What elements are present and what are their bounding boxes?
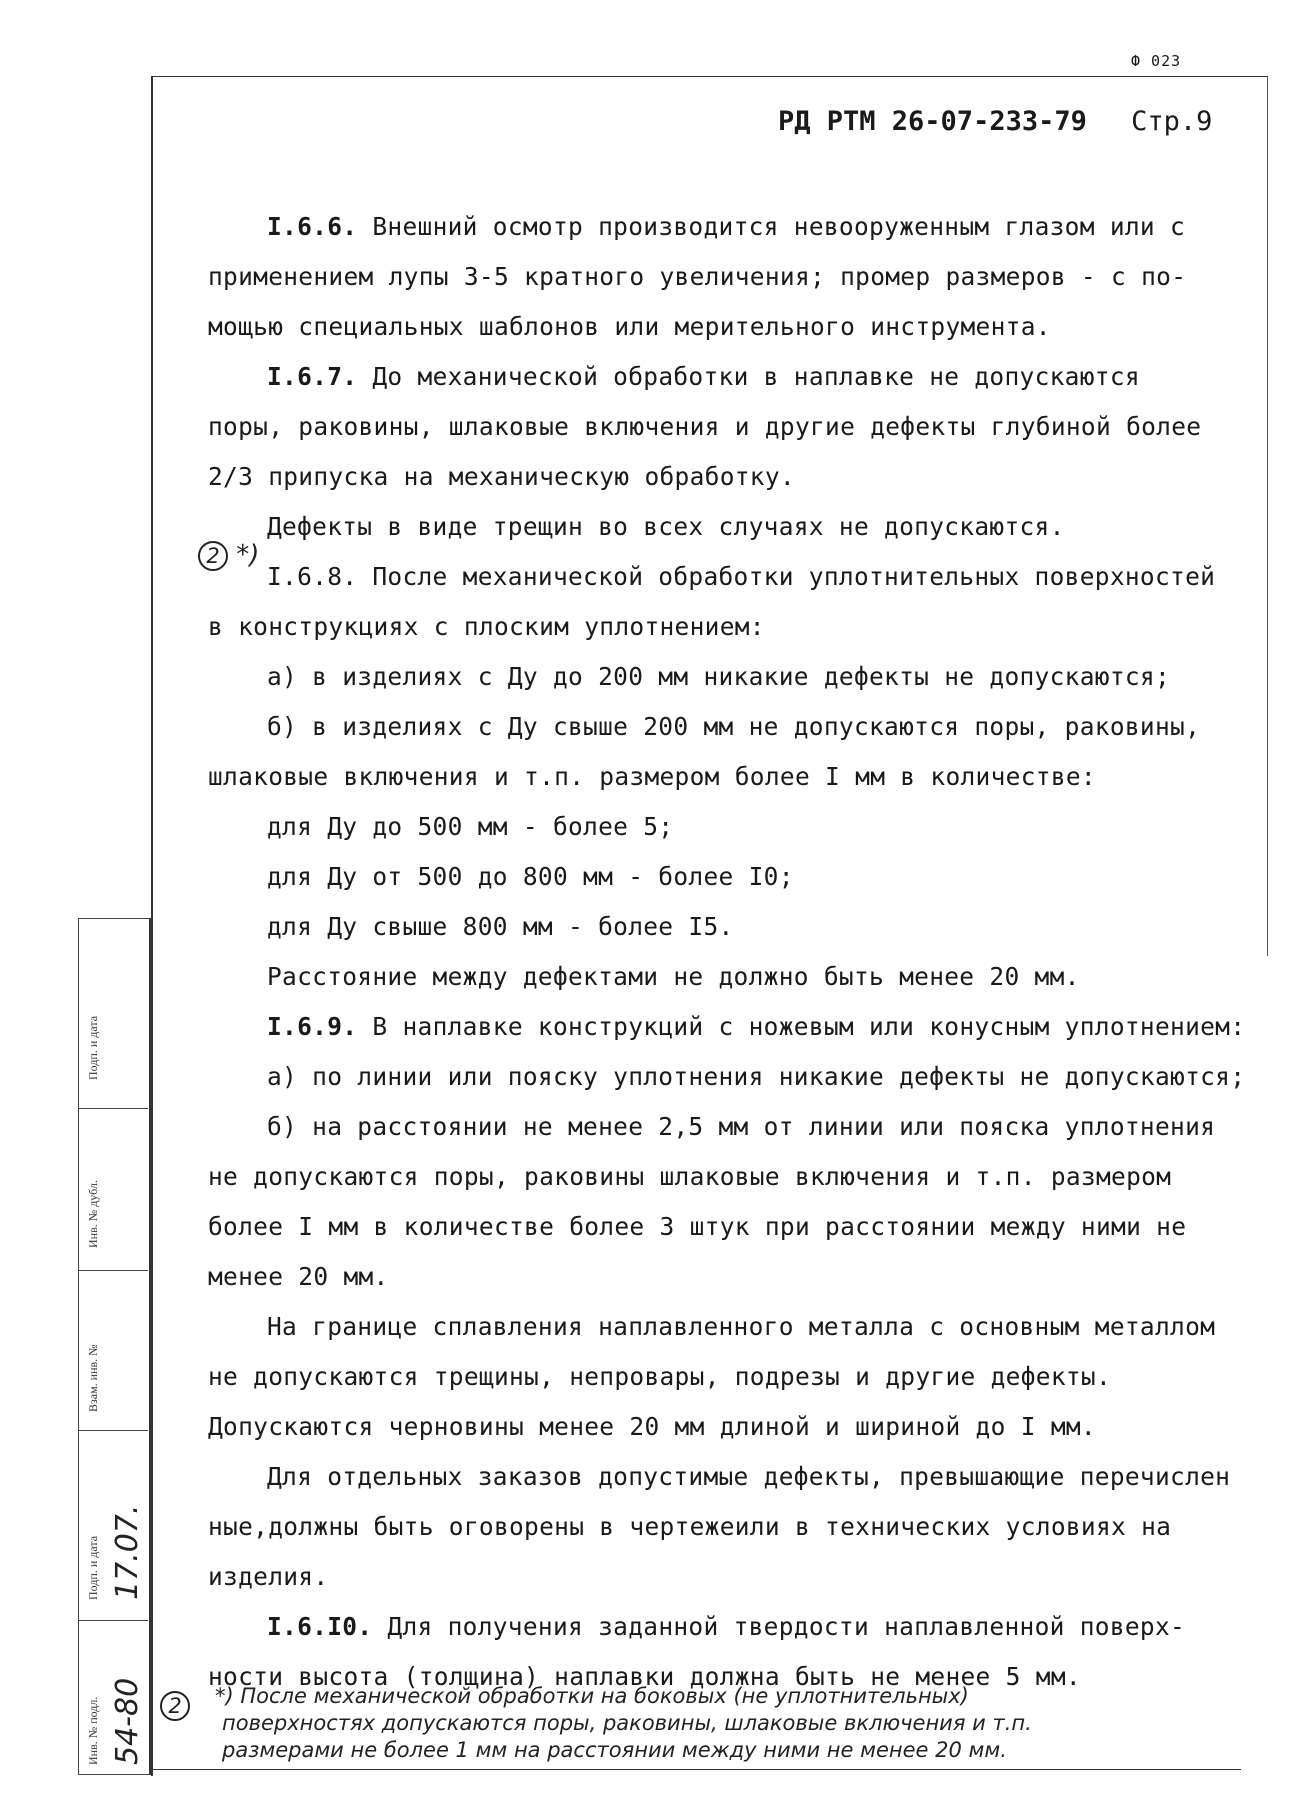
- text-line: 2/3 припуска на механическую обработку.: [208, 462, 795, 491]
- text-line: не допускаются трещины, непровары, подрезы и другие дефекты.: [208, 1362, 1112, 1391]
- handwritten-inv-number: 54-80: [110, 1677, 145, 1765]
- text-line: Расстояние между дефектами не должно быть менее 20 мм.: [267, 962, 1080, 991]
- text-line: изделия.: [208, 1562, 329, 1591]
- text-line: шлаковые включения и т.п. размером более I мм в количестве:: [208, 762, 1096, 791]
- side-stamp-divider: [78, 1270, 148, 1271]
- side-label-orig-inv: Инв. № подл.: [86, 1696, 100, 1765]
- text-line: б) в изделиях с Ду свыше 200 мм не допускаются поры, раковины,: [267, 712, 1201, 741]
- side-label-sign-date-2: Подп. и дата: [86, 1535, 100, 1600]
- footnote-line: поверхностях допускаются поры, раковины, шлаковые включения и т.п.: [222, 1711, 1032, 1735]
- text-line: б) на расстоянии не менее 2,5 мм от линии или пояска уплотнения: [267, 1112, 1216, 1141]
- text-line: мощью специальных шаблонов или мерительного инструмента.: [208, 312, 1051, 341]
- side-label-replace-inv: Взам. инв. №: [86, 1344, 100, 1412]
- side-stamp-divider: [78, 1108, 148, 1109]
- text-line: для Ду до 500 мм - более 5;: [267, 812, 674, 841]
- text-line: Дефекты в виде трещин во всех случаях не допускаются.: [267, 512, 1065, 541]
- text-line: применением лупы 3-5 кратного увеличения; промер размеров - с по-: [208, 262, 1187, 291]
- footnote-mark: [160, 1690, 190, 1721]
- footnote-line: размерами не более 1 мм на расстоянии между ними не менее 20 мм.: [222, 1738, 1007, 1762]
- text-line: в конструкциях с плоским уплотнением:: [208, 612, 765, 641]
- footnote-circle: 2: [160, 1691, 190, 1721]
- text-line: ности высота (толщина) наплавки должна быть не менее 5 мм.: [208, 1662, 1081, 1691]
- document-code: РД РТМ 26-07-233-79: [778, 106, 1087, 137]
- text-line: для Ду свыше 800 мм - более I5.: [267, 912, 734, 941]
- side-label-dup-inv: Инв. № дубл.: [86, 1180, 100, 1248]
- text-line: ные,должны быть оговорены в чертежеили в технических условиях на: [208, 1512, 1172, 1541]
- text-line: I.6.9. В наплавке конструкций с ножевым или конусным уплотнением:: [267, 1012, 1246, 1041]
- text-line: а) по линии или пояску уплотнения никакие дефекты не допускаются;: [267, 1062, 1246, 1091]
- handwritten-date: 17.07.: [110, 1504, 145, 1600]
- text-line: не допускаются поры, раковины шлаковые включения и т.п. размером: [208, 1162, 1172, 1191]
- text-line: На границе сплавления наплавленного металла с основным металлом: [267, 1312, 1216, 1341]
- text-line: поры, раковины, шлаковые включения и другие дефекты глубиной более: [208, 412, 1202, 441]
- text-line: более I мм в количестве более 3 штук при расстоянии между ними не: [208, 1212, 1187, 1241]
- revision-asterisk: *): [236, 540, 260, 570]
- side-stamp-divider: [78, 1620, 148, 1621]
- frame-bottom-border: [151, 1769, 1241, 1770]
- page-header: [778, 106, 1212, 137]
- revision-circle: 2: [198, 541, 228, 571]
- text-line: для Ду от 500 до 800 мм - более I0;: [267, 862, 794, 891]
- text-line: I.6.I0. Для получения заданной твердости наплавленной поверх-: [267, 1612, 1186, 1641]
- page-number: Стр.9: [1131, 106, 1213, 137]
- side-label-sign-date: Подп. и дата: [86, 1015, 100, 1080]
- frame-top-border: [151, 76, 1268, 77]
- text-line: I.6.6. Внешний осмотр производится невооруженным глазом или с: [267, 212, 1186, 241]
- text-line: Допускаются черновины менее 20 мм длиной и шириной до I мм.: [208, 1412, 1096, 1441]
- frame-right-border: [1267, 76, 1268, 956]
- text-line: а) в изделиях с Ду до 200 мм никакие дефекты не допускаются;: [267, 662, 1171, 691]
- text-line: Для отдельных заказов допустимые дефекты, превышающие перечислен: [267, 1462, 1231, 1491]
- text-line: менее 20 мм.: [208, 1262, 389, 1291]
- text-line: I.6.8. После механической обработки уплотнительных поверхностей: [267, 562, 1216, 591]
- footnote-line: *) После механической обработки на боковых (не уплотнительных): [215, 1684, 969, 1708]
- side-stamp-divider: [78, 1430, 148, 1431]
- revision-mark: [198, 540, 259, 571]
- text-line: I.6.7. До механической обработки в наплавке не допускаются: [267, 362, 1140, 391]
- frame-left-border: [151, 76, 153, 1776]
- form-code: Ф 023: [1131, 52, 1182, 70]
